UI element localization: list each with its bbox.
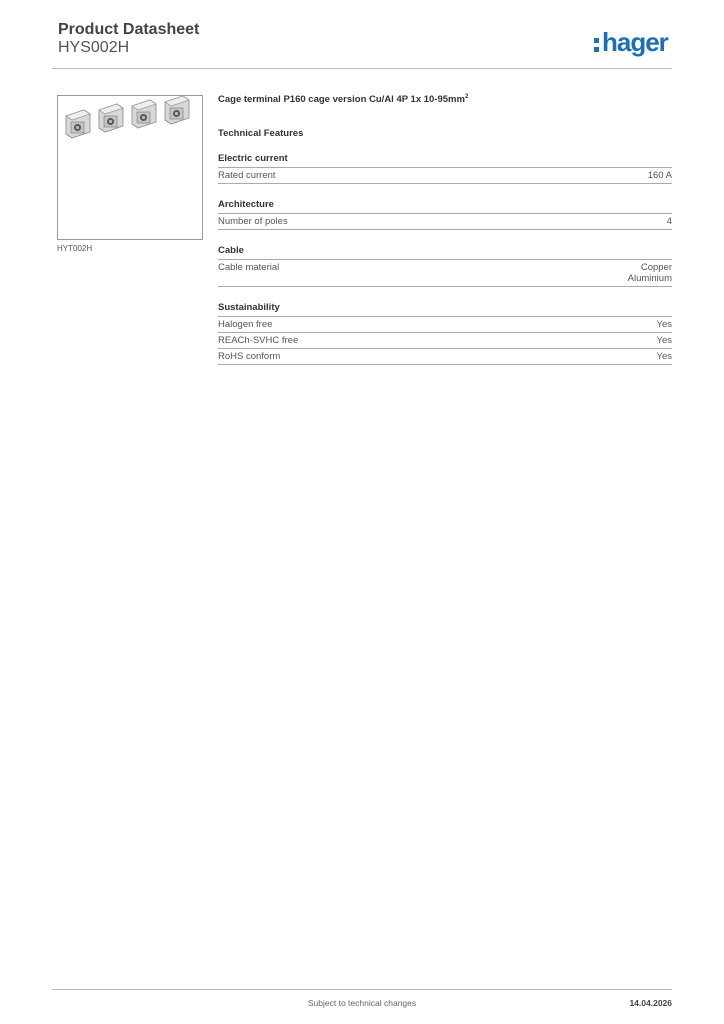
value-line: Copper <box>640 262 672 274</box>
terminal-2 <box>99 104 123 132</box>
technical-features-heading: Technical Features <box>218 128 304 140</box>
row-label: Cable material <box>218 262 280 274</box>
table-row <box>218 349 672 365</box>
image-caption: HYT002H <box>57 244 93 253</box>
page-title: Product Datasheet <box>58 21 200 38</box>
terminal-4 <box>165 96 189 124</box>
header-divider <box>52 68 672 69</box>
row-label: Halogen free <box>218 319 273 331</box>
table-row <box>218 214 672 230</box>
row-label: Number of poles <box>218 216 288 228</box>
table-row <box>218 333 672 349</box>
terminal-1 <box>66 110 90 138</box>
logo-text: hager <box>602 27 668 57</box>
terminal-3 <box>132 100 156 128</box>
section-heading-cable: Cable <box>218 245 672 260</box>
footer-divider <box>52 989 672 990</box>
footer-date: 14.04.2026 <box>629 998 672 1008</box>
logo-dots-icon <box>594 35 600 53</box>
row-value: 4 <box>666 216 672 228</box>
row-label: REACh-SVHC free <box>218 335 299 347</box>
value-line: Aluminium <box>627 273 672 285</box>
table-row <box>218 260 672 287</box>
product-image <box>57 95 203 240</box>
row-value: Yes <box>656 351 672 363</box>
product-code: HYS002H <box>58 39 130 56</box>
footer-note: Subject to technical changes <box>307 998 417 1008</box>
row-value: 160 A <box>647 170 672 182</box>
product-description: Cage terminal P160 cage version Cu/Al 4P 1x $10-95mm^2$ <box>218 94 469 106</box>
row-label: RoHS conform <box>218 351 281 363</box>
table-row <box>218 168 672 184</box>
cage-terminals-illustration <box>58 96 202 239</box>
datasheet-content <box>218 94 672 365</box>
superscript: 2 <box>464 94 469 100</box>
row-value: Yes <box>656 319 672 331</box>
section-heading-sustainability: Sustainability <box>218 302 672 317</box>
row-value: Yes <box>656 335 672 347</box>
hager-logo <box>594 27 668 57</box>
row-label: Rated current <box>218 170 276 182</box>
section-heading-architecture: Architecture <box>218 199 672 214</box>
section-heading-electric: Electric current <box>218 153 672 168</box>
table-row <box>218 317 672 333</box>
row-value <box>628 262 672 284</box>
